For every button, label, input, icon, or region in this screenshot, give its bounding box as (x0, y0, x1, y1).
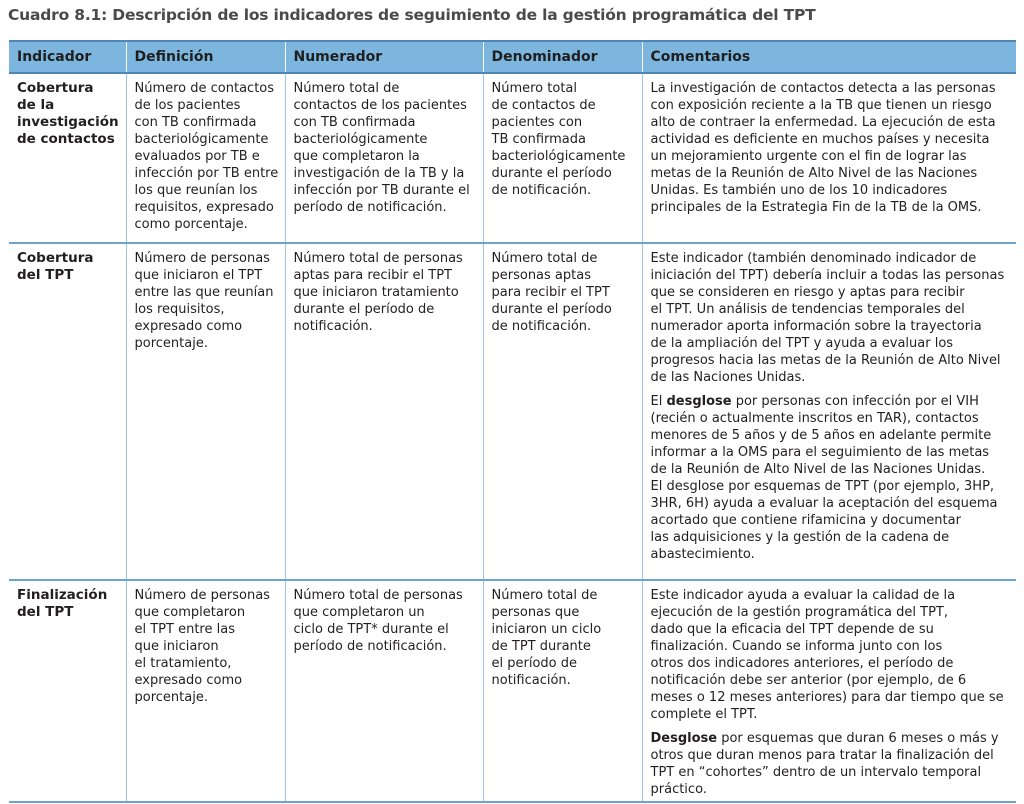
text-line: Cobertura (17, 250, 94, 266)
text-line: principales de la Estrategia Fin de la TB de la OMS. (650, 200, 982, 215)
text-line: Este indicador ayuda a evaluar la calidad de la (650, 588, 956, 603)
text-line: durante el período (491, 302, 612, 317)
text-line: de la Reunión de Alto Nivel de las Naciones Unidas. (650, 462, 986, 477)
cell-indicador-text (17, 587, 118, 621)
emphasis-desglose: Desglose (650, 731, 718, 746)
text-line: el tratamiento, (134, 656, 232, 671)
text-line: complete el TPT. (650, 707, 758, 722)
text-line: investigación (17, 114, 119, 130)
text-line: Desglose por esquemas que duran 6 meses o más y (650, 731, 999, 746)
header-numerador: Numerador (285, 41, 483, 73)
text-line: (recién o actualmente inscritos en TAR), contactos (650, 411, 979, 426)
cell-denominador (483, 580, 642, 802)
comment-paragraph (651, 250, 1009, 386)
text-line: que se consideren en riesgo y aptas para recibir (650, 285, 965, 300)
text-line: entre las que reunían (134, 285, 274, 300)
text-line: bacteriológicamente (293, 132, 428, 147)
table-row (9, 73, 1016, 243)
text-line: expresado como (134, 319, 243, 334)
text-line: expresado como (134, 673, 243, 688)
text-line: el TPT entre las (134, 622, 235, 637)
comment-paragraph-desglose (651, 730, 1009, 798)
text-line: contactos de los pacientes (293, 98, 467, 113)
text-line: para recibir el TPT (491, 285, 610, 300)
text-line: de contactos de (491, 98, 596, 113)
text-line: El desglose por esquemas de TPT (por ejemplo, 3HP, (650, 479, 995, 494)
text-line: que completaron la (293, 149, 420, 164)
text-line: de la ampliación del TPT y ayuda a evaluar los (650, 336, 954, 351)
text-line: de la (17, 97, 55, 113)
header-indicador: Indicador (9, 41, 126, 73)
text-line: meses o 12 meses anteriores) para dar tiempo que se (650, 690, 1004, 705)
text-line: con TB confirmada (293, 115, 416, 130)
text-line: La investigación de contactos detecta a las personas (650, 81, 996, 96)
text-line: que iniciaron tratamiento (293, 285, 459, 300)
text-line: alto de contraer la enfermedad. La ejecución de esta (650, 115, 996, 130)
comment-paragraph (651, 80, 1009, 216)
text-line: notificación debe ser anterior (por ejemplo, de 6 (650, 673, 967, 688)
text-line: Número total de (491, 251, 598, 266)
cell-comentarios (642, 580, 1016, 802)
cell-denominador (483, 243, 642, 580)
text-line: el período de (491, 656, 577, 671)
text-line: del TPT (17, 267, 74, 283)
cell-definicion-text (135, 250, 277, 352)
emphasis-desglose: desglose (666, 394, 732, 409)
text-line: con exposición reciente a la TB que tienen un riesgo (650, 98, 992, 113)
cell-comentarios (642, 73, 1016, 243)
cell-definicion-text (135, 80, 277, 233)
text-line: actividad es deficiente en muchos países y necesita (650, 132, 990, 147)
text-line: pacientes con (491, 115, 583, 130)
text-line: investigación de la TB y la (293, 166, 465, 181)
text-line: El desglose por personas con infección por el VIH (650, 394, 979, 409)
text-line: infección por TB durante el (293, 183, 470, 198)
comment-paragraph-desglose (651, 393, 1009, 563)
text-line: que iniciaron el TPT (134, 268, 263, 283)
text-line: requisitos, expresado (134, 200, 274, 215)
cell-comentarios (642, 243, 1016, 580)
cell-denominador (483, 73, 642, 243)
text-line: que iniciaron (134, 639, 219, 654)
text-line: Número total de (491, 588, 598, 603)
table-row (9, 243, 1016, 580)
text-line: evaluados por TB e (134, 149, 260, 164)
text-line: de notificación. (491, 183, 592, 198)
text-line: otros que duran menos para tratar la finalización del (650, 748, 994, 763)
text-line: iniciaron un ciclo (491, 622, 602, 637)
text-line: bacteriológicamente (491, 149, 626, 164)
text-line: Número total de (293, 81, 400, 96)
text-line: de contactos (17, 131, 115, 147)
cell-definicion (126, 73, 285, 243)
cell-denominador-text (492, 80, 634, 199)
text-line: notificación. (491, 673, 571, 688)
text-line: Número total (491, 81, 577, 96)
text-line: los que reunían los (134, 183, 258, 198)
text-line: Número total de personas (293, 251, 463, 266)
cell-numerador (285, 243, 483, 580)
text-line: porcentaje. (134, 336, 208, 351)
text-line: bacteriológicamente (134, 132, 269, 147)
text-line: menores de 5 años y de 5 años en adelante permite (650, 428, 992, 443)
table-caption: Cuadro 8.1: Descripción de los indicadores de seguimiento de la gestión programática del TPT (8, 6, 816, 24)
text-line: de los pacientes (134, 98, 241, 113)
text-line: que completaron un (293, 605, 425, 620)
text-line: ciclo de TPT* durante el (293, 622, 449, 637)
text-line: dado que la eficacia del TPT depende de su (650, 622, 934, 637)
text-line: que completaron (134, 605, 246, 620)
text-line: como porcentaje. (134, 217, 248, 232)
text-line: de las Naciones Unidas. (650, 370, 806, 385)
text-line: 3HR, 6H) ayuda a evaluar la aceptación del esquema (650, 496, 998, 511)
header-denominador: Denominador (483, 41, 642, 73)
text-line: abastecimiento. (650, 547, 755, 562)
cell-definicion-text (135, 587, 277, 706)
cell-definicion (126, 243, 285, 580)
text-line: los requisitos, (134, 302, 225, 317)
text-line: período de notificación. (293, 200, 447, 215)
text-line: personas que (491, 605, 580, 620)
cell-numerador-text (294, 250, 475, 335)
text-line: aptas para recibir el TPT (293, 268, 452, 283)
text-line: el TPT. Un análisis de tendencias temporales del (650, 302, 965, 317)
text-line: durante el período (491, 166, 612, 181)
text-line: personas aptas (491, 268, 591, 283)
text-line: infección por TB entre (134, 166, 279, 181)
text-line: notificación. (293, 319, 373, 334)
text-line: otros dos indicadores anteriores, el período de (650, 656, 954, 671)
text-line: de notificación. (491, 319, 592, 334)
text-line: Unidas. Es también uno de los 10 indicadores (650, 183, 948, 198)
text-line: porcentaje. (134, 690, 208, 705)
text-line: acortado que contiene rifamicina y documentar (650, 513, 961, 528)
indicators-table (9, 40, 1016, 803)
text-line: Número de contactos (134, 81, 275, 96)
text-line: Número de personas (134, 588, 270, 603)
text-line: las adquisiciones y la gestión de la cadena de (650, 530, 950, 545)
text-line: del TPT (17, 604, 74, 620)
text-line: Número de personas (134, 251, 270, 266)
text-line: de TPT durante (491, 639, 591, 654)
text-line: Este indicador (también denominado indicador de (650, 251, 977, 266)
cell-numerador-text (294, 80, 475, 216)
text-line: finalización. Cuando se informa junto con los (650, 639, 943, 654)
cell-indicador (9, 243, 126, 580)
text-line: Finalización (17, 587, 108, 603)
text-line: período de notificación. (293, 639, 447, 654)
cell-indicador-text (17, 80, 118, 148)
text-line: informar a la OMS para el seguimiento de las metas (650, 445, 990, 460)
header-row (9, 41, 1016, 73)
text-line: iniciación del TPT) debería incluir a todas las personas (650, 268, 1005, 283)
text-line: TB confirmada (491, 132, 586, 147)
text-line: Número total de personas (293, 588, 463, 603)
cell-definicion (126, 580, 285, 802)
text-line: progresos hacia las metas de la Reunión de Alto Nivel (650, 353, 1001, 368)
text-line: un mejoramiento urgente con el fin de lograr las (650, 149, 967, 164)
text-line: TPT en “cohortes” dentro de un intervalo temporal (650, 765, 982, 780)
table-row (9, 580, 1016, 802)
cell-indicador (9, 73, 126, 243)
text-line: Cobertura (17, 80, 94, 96)
text-line: metas de la Reunión de Alto Nivel de las Naciones (650, 166, 978, 181)
cell-indicador-text (17, 250, 118, 284)
cell-numerador (285, 580, 483, 802)
text-line: durante el período de (293, 302, 435, 317)
cell-numerador (285, 73, 483, 243)
cell-numerador-text (294, 587, 475, 655)
text-line: práctico. (650, 782, 707, 797)
text-line: numerador aporta información sobre la trayectoria (650, 319, 982, 334)
text-line: con TB confirmada (134, 115, 257, 130)
cell-denominador-text (492, 587, 634, 689)
cell-denominador-text (492, 250, 634, 335)
header-comentarios: Comentarios (642, 41, 1016, 73)
text-line: ejecución de la gestión programática del TPT, (650, 605, 948, 620)
comment-paragraph (651, 587, 1009, 723)
cell-indicador (9, 580, 126, 802)
header-definicion: Definición (126, 41, 285, 73)
